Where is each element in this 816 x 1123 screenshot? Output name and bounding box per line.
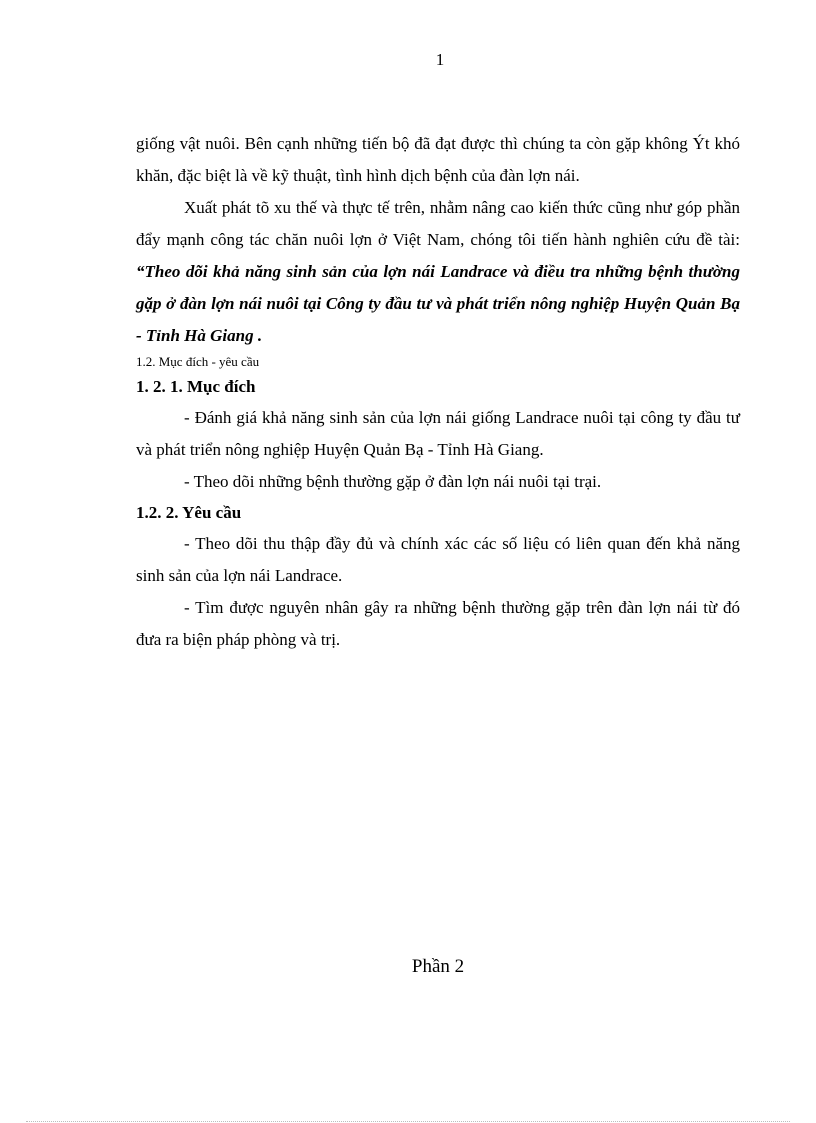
part-label: Phần 2 xyxy=(411,956,465,977)
requirement-item-1: - Theo dõi thu thập đầy đủ và chính xác các số liệu có liên quan đến khả năng sinh sản của lợn nái Landrace. xyxy=(136,534,740,585)
page-bottom-divider xyxy=(26,1121,790,1122)
requirement-item-2: - Tìm được nguyên nhân gây ra những bệnh thường gặp trên đàn lợn nái từ đó đưa ra biện pháp phòng và trị. xyxy=(136,598,740,649)
section-heading-purpose-requirements: 1.2. Mục đích - yêu cầu xyxy=(136,354,260,369)
document-body xyxy=(136,128,740,656)
purpose-item-1: - Đánh giá khả năng sinh sản của lợn nái giống Landrace nuôi tại công ty đầu tư và phát triển nông nghiệp Huyện Quản Bạ - Tỉnh Hà Giang. xyxy=(136,408,740,459)
paragraph-research-topic xyxy=(136,192,740,352)
research-topic-title: “Theo dõi khả năng sinh sản của lợn nái Landrace và điều tra những bệnh thường gặp ở đàn lợn nái nuôi tại Công ty đầu tư và phát triển nông nghiệp Huyện Quản Bạ - Tỉnh Hà Giang . xyxy=(136,262,740,345)
subsection-heading-requirements: 1.2. 2. Yêu cầu xyxy=(136,503,242,522)
paragraph-intro-continued: giống vật nuôi. Bên cạnh những tiến bộ đã đạt được thì chúng ta còn gặp không Ýt khó khăn, đặc biệt là về kỹ thuật, tình hình dịch bệnh của đàn lợn nái. xyxy=(136,134,740,185)
subsection-heading-purpose: 1. 2. 1. Mục đích xyxy=(136,377,256,396)
research-topic-lead: Xuất phát tõ xu thế và thực tế trên, nhằm nâng cao kiến thức cũng như góp phần đẩy mạnh công tác chăn nuôi lợn ở Việt Nam, chóng tôi tiến hành nghiên cứu đề tài: xyxy=(136,198,740,249)
purpose-item-2: - Theo dõi những bệnh thường gặp ở đàn lợn nái nuôi tại trại. xyxy=(184,472,602,491)
page-number: 1 xyxy=(435,50,445,69)
